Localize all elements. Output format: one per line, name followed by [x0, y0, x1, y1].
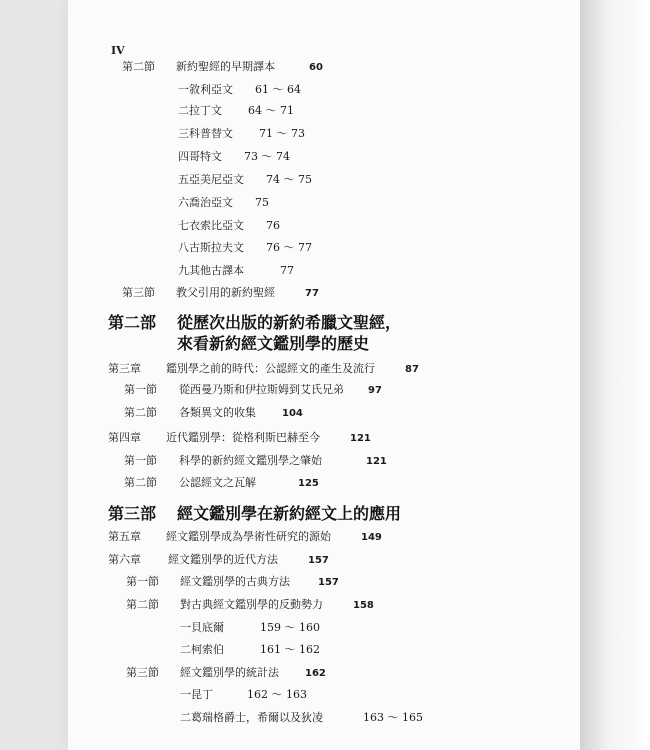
toc-entry	[108, 431, 371, 446]
toc-title: 經文鑑別學的近代方法	[168, 553, 278, 566]
toc-subentry	[178, 173, 312, 187]
toc-label: 第五章	[108, 530, 141, 543]
part-label: 第三部	[108, 504, 157, 523]
toc-page: 76	[266, 219, 280, 232]
toc-title: 對古典經文鑑別學的反動勢力	[180, 598, 323, 611]
toc-subentry	[178, 104, 294, 118]
toc-page: 104	[282, 408, 303, 419]
toc-subentry	[178, 150, 290, 164]
toc-title: 二拉丁文	[178, 104, 222, 117]
toc-entry	[122, 286, 319, 301]
toc-entry	[122, 60, 323, 75]
toc-label: 第二節	[126, 598, 159, 611]
toc-subentry	[178, 83, 301, 97]
toc-subentry	[180, 711, 423, 725]
toc-title: 九其他古譯本	[178, 264, 244, 277]
toc-entry	[124, 454, 387, 469]
toc-page: 87	[405, 364, 419, 375]
toc-page: 74 ～ 75	[266, 173, 312, 186]
toc-title: 八古斯拉夫文	[178, 241, 244, 254]
toc-page: 158	[353, 600, 374, 611]
toc-title: 二柯索伯	[180, 643, 224, 656]
page-edge	[580, 0, 650, 750]
toc-entry	[108, 553, 329, 568]
toc-label: 第一節	[124, 454, 157, 467]
toc-title: 近代鑑別學：從格利斯巴赫至今	[166, 431, 320, 444]
toc-title: 鑑別學之前的時代：公認經文的產生及流行	[166, 362, 375, 375]
toc-title: 經文鑑別學的古典方法	[180, 575, 290, 588]
toc-label: 第二節	[122, 60, 155, 73]
toc-page: 71 ～ 73	[259, 127, 305, 140]
toc-page: 121	[366, 456, 387, 467]
toc-subentry	[178, 219, 280, 233]
toc-title: 七衣索比亞文	[178, 219, 244, 232]
toc-title: 一昆丁	[180, 688, 213, 701]
toc-entry	[124, 476, 319, 491]
part-heading-line2: 來看新約經文鑑別學的歷史	[177, 334, 370, 353]
toc-label: 第一節	[124, 383, 157, 396]
toc-title: 一貝底爾	[180, 621, 224, 634]
part-title-line1: 從歷次出版的新約希臘文聖經，	[177, 313, 402, 332]
part-heading	[108, 313, 401, 333]
toc-title: 科學的新約經文鑑別學之肇始	[179, 454, 322, 467]
toc-page: 161 ～ 162	[260, 643, 320, 656]
toc-page: 157	[308, 555, 329, 566]
toc-subentry	[178, 241, 312, 255]
toc-entry	[108, 530, 382, 545]
toc-label: 第四章	[108, 431, 141, 444]
toc-page: 64 ～ 71	[248, 104, 294, 117]
toc-label: 第三節	[126, 666, 159, 679]
toc-subentry	[178, 196, 269, 210]
toc-label: 第三章	[108, 362, 141, 375]
toc-title: 從西曼乃斯和伊拉斯姆到艾氏兄弟	[179, 383, 344, 396]
toc-page: 77	[305, 288, 319, 299]
toc-page: 60	[309, 62, 323, 73]
toc-subentry	[178, 127, 305, 141]
toc-entry	[124, 406, 303, 421]
toc-title: 各類異文的收集	[179, 406, 256, 419]
toc-title: 二葛瑞格爵士，希爾以及狄凌	[180, 711, 323, 724]
toc-page: 76 ～ 77	[266, 241, 312, 254]
toc-entry	[126, 598, 374, 613]
toc-entry	[126, 666, 326, 681]
toc-subentry	[178, 264, 294, 278]
toc-title: 經文鑑別學成為學術性研究的源始	[166, 530, 331, 543]
toc-subentry	[180, 643, 320, 657]
page-number: IV	[111, 44, 125, 57]
toc-title: 六喬治亞文	[178, 196, 233, 209]
toc-page: 162 ～ 163	[247, 688, 307, 701]
part-heading	[108, 504, 401, 524]
toc-page: 149	[361, 532, 382, 543]
toc-page: 97	[368, 385, 382, 396]
toc-page: 73 ～ 74	[244, 150, 290, 163]
toc-page: 121	[350, 433, 371, 444]
toc-title: 一敘利亞文	[178, 83, 233, 96]
toc-title: 教父引用的新約聖經	[176, 286, 275, 299]
toc-entry	[126, 575, 339, 590]
toc-title: 經文鑑別學的統計法	[180, 666, 279, 679]
toc-label: 第三節	[122, 286, 155, 299]
toc-entry	[124, 383, 382, 398]
toc-label: 第六章	[108, 553, 141, 566]
toc-label: 第一節	[126, 575, 159, 588]
toc-title: 新約聖經的早期譯本	[176, 60, 275, 73]
toc-title: 四哥特文	[178, 150, 222, 163]
toc-title: 五亞美尼亞文	[178, 173, 244, 186]
part-label: 第二部	[108, 313, 157, 332]
toc-label: 第二節	[124, 406, 157, 419]
toc-title: 三科普替文	[178, 127, 233, 140]
toc-title: 公認經文之瓦解	[179, 476, 256, 489]
toc-page: 163 ～ 165	[363, 711, 423, 724]
toc-subentry	[180, 688, 307, 702]
toc-subentry	[180, 621, 320, 635]
toc-page: 61 ～ 64	[255, 83, 301, 96]
toc-label: 第二節	[124, 476, 157, 489]
toc-page: 75	[255, 196, 269, 209]
toc-page: 125	[298, 478, 319, 489]
toc-page: 77	[280, 264, 294, 277]
toc-page: 162	[305, 668, 326, 679]
toc-page: 159 ～ 160	[260, 621, 320, 634]
part-title-line1: 經文鑑別學在新約經文上的應用	[177, 504, 402, 523]
toc-page: 157	[318, 577, 339, 588]
toc-entry	[108, 362, 419, 377]
